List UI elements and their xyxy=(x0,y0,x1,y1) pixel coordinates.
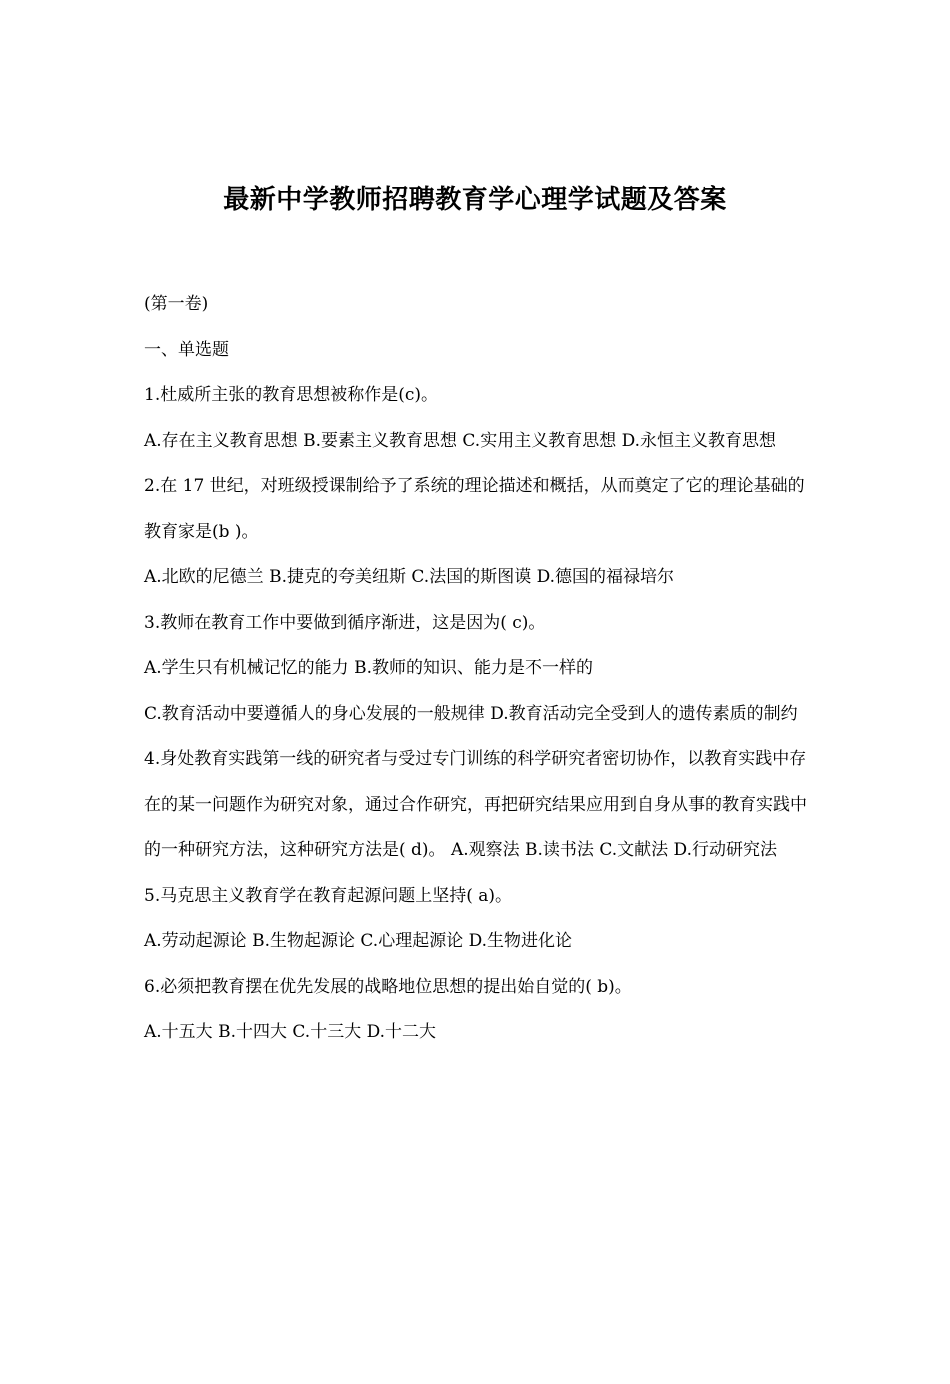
question-6-options: A.十五大 B.十四大 C.十三大 D.十二大 xyxy=(144,1022,437,1042)
question-5: 5.马克思主义教育学在教育起源问题上坚持( a)。 xyxy=(144,885,513,906)
question-4: 4.身处教育实践第一线的研究者与受过专门训练的科学研究者密切协作，以教育实践中存在的某一问题作为研究对象，通过合作研究，再把研究结果应用到自身从事的教育实践中的一种研究方法，这种研究方法是( d)。 A.观察法 B.读书法 C.文献法 D.行动研究法 xyxy=(144,749,807,860)
volume-label: (第一卷) xyxy=(144,294,209,314)
question-2: 2.在 17 世纪，对班级授课制给予了系统的理论描述和概括，从而奠定了它的理论基础的教育家是(b )。 xyxy=(144,476,805,542)
question-1: 1.杜威所主张的教育思想被称作是(c)。 xyxy=(144,385,439,405)
section-heading: 一、单选题 xyxy=(144,339,229,360)
question-2-options: A.北欧的尼德兰 B.捷克的夸美纽斯 C.法国的斯图谟 D.德国的福禄培尔 xyxy=(144,567,675,587)
question-1-options: A.存在主义教育思想 B.要素主义教育思想 C.实用主义教育思想 D.永恒主义教育思想 xyxy=(144,430,777,451)
question-6: 6.必须把教育摆在优先发展的战略地位思想的提出始自觉的( b)。 xyxy=(144,976,632,997)
question-3: 3.教师在教育工作中要做到循序渐进，这是因为( c)。 xyxy=(144,612,546,633)
document-body xyxy=(144,282,808,1056)
document-title: 最新中学教师招聘教育学心理学试题及答案 xyxy=(223,185,727,215)
question-3-options-ab: A.学生只有机械记忆的能力 B.教师的知识、能力是不一样的 xyxy=(144,658,593,678)
question-3-options-cd: C.教育活动中要遵循人的身心发展的一般规律 D.教育活动完全受到人的遗传素质的制约 xyxy=(144,703,798,724)
question-5-options: A.劳动起源论 B.生物起源论 C.心理起源论 D.生物进化论 xyxy=(144,931,573,951)
